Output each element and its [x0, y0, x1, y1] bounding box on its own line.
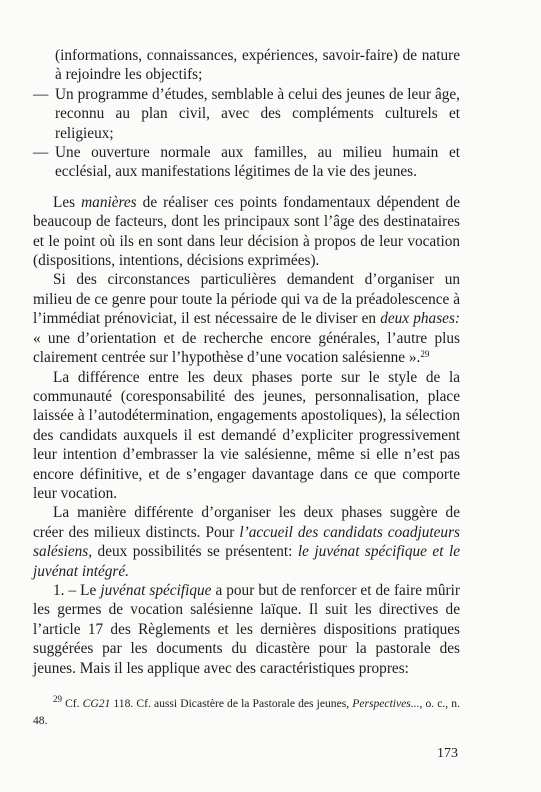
body-text	[33, 46, 460, 729]
paragraph: Si des circonstances particulières demandent d’organiser un milieu de ce genre pour toute la période qui va de la préadolescence à l’immédiat prénoviciat, il est nécessaire de le diviser en deux phases: « une d’orientation et de recherche encore générales, l’autre plus clairement centrée sur l’hypothèse d’une vocation salésienne ».$^{29}$	[33, 271, 460, 367]
footnote-ref: 29	[420, 349, 430, 360]
footnote-number: 29	[53, 694, 62, 704]
paragraph: La différence entre les deux phases porte sur le style de la communauté (coresponsabilité des jeunes, personnalisation, place laissée à l’autodétermination, engagements apostoliques), la sélection des candidats auxquels il est demandé d’expliciter progressivement leur intention d’embrasser la vie salésienne, même si elle n’est pas encore définitive, et de s’engager davantage dans ce que comporte leur vocation.	[33, 368, 460, 502]
dash-bullet: —	[33, 85, 49, 103]
paragraph: La manière différente d’organiser les deux phases suggère de créer des milieux distincts. Pour l’accueil des candidats coadjuteurs salésiens, deux possibilités se présentent: le juvénat spécifique et le juvénat intégré.	[33, 504, 460, 580]
list-item: — Un programme d’études, semblable à celui des jeunes de leur âge, reconnu au plan civil, avec des compléments culturels et religieux;	[33, 85, 460, 142]
paragraph-gap	[33, 182, 460, 193]
list-continuation: (informations, connaissances, expériences, savoir-faire) de nature à rejoindre les objectifs;	[55, 47, 460, 84]
dash-bullet: —	[33, 144, 49, 162]
footnote: $^{29}$ Cf. CG21 118. Cf. aussi Dicastère de la Pastorale des jeunes, Perspectives..., o. c., n. 48.	[33, 694, 460, 727]
footnote-gap	[33, 678, 460, 695]
paragraph: 1. – Le juvénat spécifique a pour but de renforcer et de faire mûrir les germes de vocation salésienne laïque. Il suit les directives de l’article 17 des Règlements et les dernières dispositions pratiques suggérées par les documents du dicastère pour la pastorale des jeunes. Mais il les applique avec des caractéristiques propres:	[33, 581, 460, 677]
paragraph: Les manières de réaliser ces points fondamentaux dépendent de beaucoup de facteurs, dont les principaux sont l’âge des destinataires et le point où ils en sont dans leur décision à propos de leur vocation (dispositions, intentions, décisions exprimées).	[33, 193, 460, 270]
list-item: — Une ouverture normale aux familles, au milieu humain et ecclésial, aux manifestations légitimes de la vie des jeunes.	[33, 144, 460, 181]
page-number: 173	[437, 746, 458, 761]
